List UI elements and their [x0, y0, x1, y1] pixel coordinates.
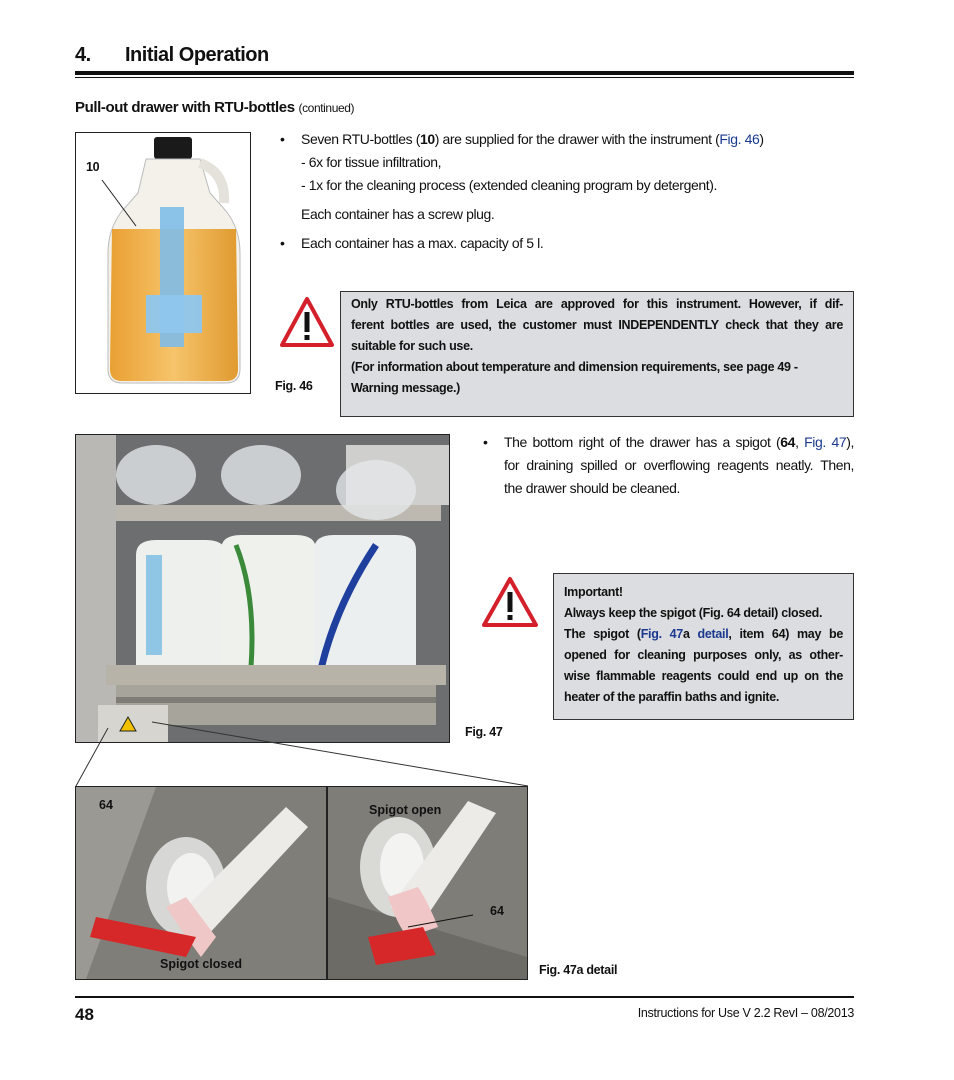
fig47-link[interactable]: Fig. 47 — [804, 434, 847, 450]
spigot-open-label: Spigot open — [369, 803, 442, 817]
spigot-line-2: for draining spilled or overflowing reagents neatly. Then, — [504, 457, 854, 473]
fig47-caption: Fig. 47 — [465, 725, 503, 739]
warning-line: ferent bottles are used, the customer must INDEPENDENTLY check that they are — [351, 318, 843, 332]
spigot-text-part: ), — [846, 434, 854, 450]
warning-text-part: a — [682, 627, 698, 641]
spigot-text — [483, 431, 854, 500]
detail-left-number: 64 — [99, 798, 113, 812]
intro-bullet-2 — [280, 232, 861, 255]
warning-box-rtu — [340, 291, 854, 417]
fig46-photo — [75, 132, 251, 394]
intro-text-part: Seven RTU-bottles ( — [301, 131, 420, 147]
warning-line: Warning message.) — [351, 381, 461, 395]
header-rule-thin — [75, 77, 854, 78]
warning-triangle-icon — [481, 576, 539, 628]
intro-bullet-1 — [280, 128, 861, 151]
intro-line-cleaning: - 1x for the cleaning process (extended cleaning program by detergent). — [301, 177, 717, 193]
bullet-dot: • — [280, 235, 285, 251]
fig46-caption: Fig. 46 — [275, 379, 313, 393]
warning-line-links — [564, 624, 843, 645]
footer-doc-info: Instructions for Use V 2.2 RevI – 08/2013 — [637, 1006, 854, 1020]
fig46-link[interactable]: Fig. 46 — [719, 131, 760, 147]
spigot-closed-image — [76, 787, 326, 979]
spigot-line-3: the drawer should be cleaned. — [504, 480, 680, 496]
intro-bullet-2-text: Each container has a max. capacity of 5 l. — [301, 235, 544, 251]
intro-line-tissue: - 6x for tissue infiltration, — [301, 154, 442, 170]
intro-text — [280, 128, 861, 255]
page-number: 48 — [75, 1005, 94, 1024]
subheading — [75, 99, 354, 116]
intro-text-part: ) — [759, 131, 764, 147]
rtu-bottle-image — [76, 133, 250, 393]
footer-rule — [75, 996, 854, 998]
warning-line: heater of the paraffin baths and ignite. — [564, 690, 780, 704]
item-number: 10 — [419, 131, 435, 147]
item-number: 64 — [780, 434, 796, 450]
intro-para: Each container has a screw plug. — [301, 206, 495, 222]
warning-text-part: , item 64) may be — [728, 627, 844, 641]
fig47-link[interactable]: Fig. 47 — [640, 627, 683, 641]
fig47-photo — [75, 434, 450, 743]
detail-link[interactable]: detail — [697, 627, 729, 641]
spigot-closed-photo — [75, 786, 327, 980]
warning-title: Important! — [564, 585, 623, 599]
fig47a-caption: Fig. 47a detail — [539, 963, 618, 977]
section-title: Initial Operation — [125, 44, 269, 66]
bullet-dot: • — [280, 131, 285, 147]
detail-right-number: 64 — [490, 904, 504, 918]
warning-line: wise flammable reagents could end up on the — [564, 669, 843, 683]
spigot-text-part: The bottom right of the drawer has a spigot ( — [504, 434, 781, 450]
warning-text-part: The spigot ( — [564, 627, 641, 641]
fig46-callout: 10 — [86, 160, 100, 174]
header-rule-thick — [75, 71, 854, 75]
zoom-connector-lines — [70, 720, 540, 790]
spigot-line-1 — [483, 431, 854, 454]
intro-text-part: ) are supplied for the drawer with the instrument ( — [434, 131, 720, 147]
section-number: 4. — [75, 44, 91, 66]
warning-line: (For information about temperature and dimension requirements, see page 49 - — [351, 360, 798, 374]
spigot-closed-label: Spigot closed — [160, 957, 242, 971]
warning-triangle-icon — [279, 296, 335, 348]
spigot-text-part: , — [795, 434, 805, 450]
fig46-callout-line — [100, 178, 140, 228]
bullet-dot: • — [483, 434, 488, 450]
warning-line: opened for cleaning purposes only, as other- — [564, 648, 843, 662]
warning-line: Always keep the spigot (Fig. 64 detail) closed. — [564, 606, 823, 620]
section-heading — [75, 44, 269, 67]
subheading-title: Pull-out drawer with RTU-bottles — [75, 99, 295, 116]
subheading-continued: (continued) — [298, 101, 355, 115]
warning-line: suitable for such use. — [351, 339, 473, 353]
drawer-image — [76, 435, 449, 742]
warning-box-spigot — [553, 573, 854, 720]
warning-line: Only RTU-bottles from Leica are approved for this instrument. However, if dif- — [351, 297, 843, 311]
